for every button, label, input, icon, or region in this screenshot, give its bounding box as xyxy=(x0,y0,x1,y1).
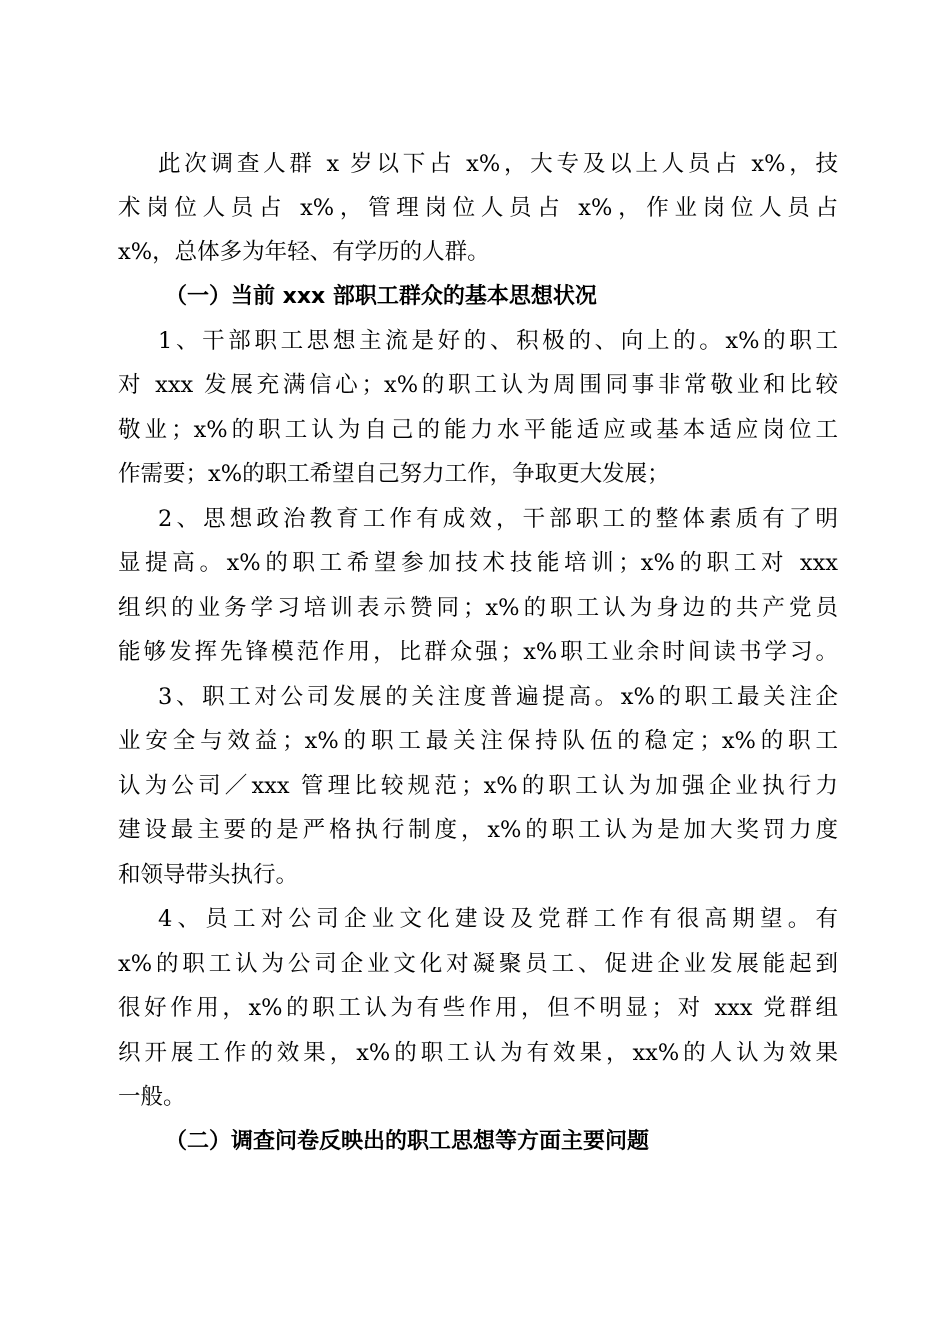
item4-line-5: 一般。 xyxy=(118,1084,186,1110)
item3-line-5: 和领导带头执行。 xyxy=(118,862,299,888)
section1-heading: （一）当前 xxx 部职工群众的基本思想状况 xyxy=(165,284,597,309)
item3-line-1: 3、职工对公司发展的关注度普遍提高。x%的职工最关注企 xyxy=(158,684,838,710)
item3-line-2: 业安全与效益；x%的职工最关注保持队伍的稳定；x%的职工 xyxy=(118,728,838,754)
item2-line-3: 组织的业务学习培训表示赞同；x%的职工认为身边的共产党员 xyxy=(118,595,838,621)
intro-line-1: 此次调查人群 x 岁以下占 x%，大专及以上人员占 x%，技 xyxy=(158,151,838,177)
intro-line-3: x%，总体多为年轻、有学历的人群。 xyxy=(118,239,490,265)
intro-line-2: 术岗位人员占 x%，管理岗位人员占 x%，作业岗位人员占 xyxy=(118,195,838,221)
item1-line-3: 敬业；x%的职工认为自己的能力水平能适应或基本适应岗位工 xyxy=(118,417,838,443)
item4-line-1: 4、员工对公司企业文化建设及党群工作有很高期望。有 xyxy=(158,906,838,932)
item4-line-2: x%的职工认为公司企业文化对凝聚员工、促进企业发展能起到 xyxy=(118,951,838,977)
item3-line-3: 认为公司／xxx 管理比较规范；x%的职工认为加强企业执行力 xyxy=(118,773,838,799)
item3-line-4: 建设最主要的是严格执行制度，x%的职工认为是加大奖罚力度 xyxy=(118,817,838,843)
item1-line-1: 1、干部职工思想主流是好的、积极的、向上的。x%的职工 xyxy=(158,328,838,354)
item2-line-4: 能够发挥先锋模范作用，比群众强；x%职工业余时间读书学习。 xyxy=(118,639,838,665)
item2-line-2: 显提高。x%的职工希望参加技术技能培训；x%的职工对 xxx xyxy=(118,550,838,576)
item4-line-4: 织开展工作的效果，x%的职工认为有效果，xx%的人认为效果 xyxy=(118,1040,838,1066)
section2-heading: （二）调查问卷反映出的职工思想等方面主要问题 xyxy=(165,1129,650,1154)
item4-line-3: 很好作用，x%的职工认为有些作用，但不明显；对 xxx 党群组 xyxy=(118,995,838,1021)
item1-line-2: 对 xxx 发展充满信心；x%的职工认为周围同事非常敬业和比较 xyxy=(118,372,838,398)
item2-line-1: 2、思想政治教育工作有成效，干部职工的整体素质有了明 xyxy=(158,506,838,532)
item1-line-4: 作需要；x%的职工希望自己努力工作，争取更大发展； xyxy=(118,461,670,487)
